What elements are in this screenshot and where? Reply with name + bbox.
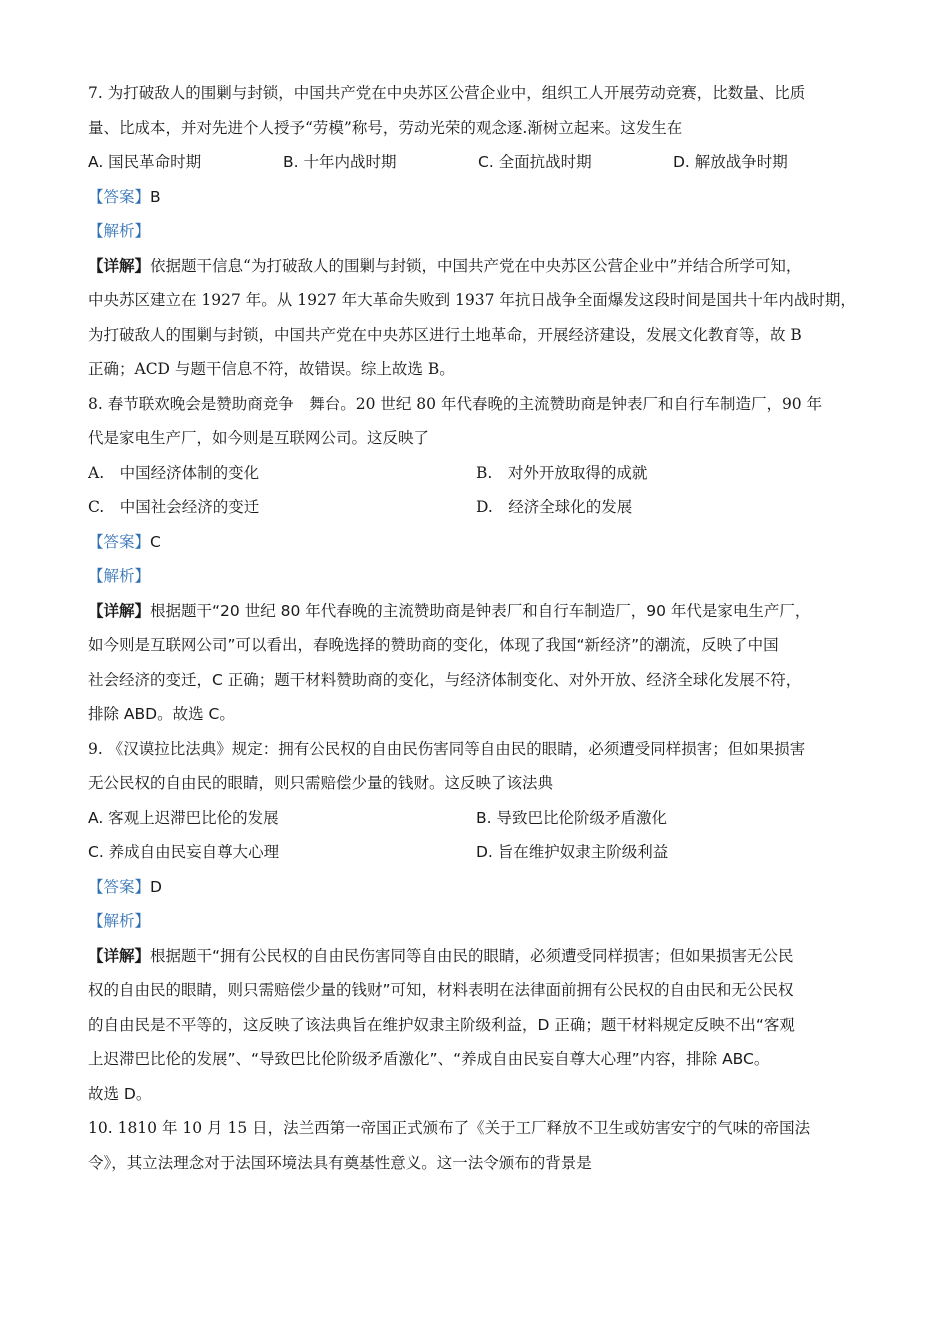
detail-tag: 【详解】	[88, 946, 151, 965]
q7-detail-line-2: 中央苏区建立在 1927 年。从 1927 年大革命失败到 1937 年抗日战争全面爆发这段时间是国共十年内战时期，	[88, 291, 856, 309]
q8-options-row-1	[88, 456, 878, 491]
document-page	[88, 76, 878, 1180]
q8-detail-line-3: 社会经济的变迁，C 正确；题干材料赞助商的变化，与经济体制变化、对外开放、经济全球化发展不符，	[88, 670, 802, 689]
q9-option-d: D. 旨在维护奴隶主阶级利益	[476, 843, 669, 861]
q7-option-b: B. 十年内战时期	[283, 153, 397, 171]
q9-option-a: A. 客观上迟滞巴比伦的发展	[88, 808, 279, 827]
q9-stem-line-2: 无公民权的自由民的眼睛，则只需赔偿少量的钱财。这反映了该法典	[88, 774, 554, 792]
detail-tag: 【详解】	[88, 256, 151, 275]
q8-option-b: B. 对外开放取得的成就	[476, 463, 648, 482]
q7-analysis	[88, 214, 878, 249]
analysis-tag: 【解析】	[88, 912, 151, 930]
q8-detail-line-4: 排除 ABD。故选 C。	[88, 705, 235, 723]
q10-stem-line-1: 10. 1810 年 10 月 15 日，法兰西第一帝国正式颁布了《关于工厂释放不卫生或妨害安宁的气味的帝国法	[88, 1119, 811, 1137]
q8-option-d: D. 经济全球化的发展	[476, 498, 633, 516]
detail-tag: 【详解】	[88, 601, 151, 620]
q9-analysis	[88, 904, 878, 939]
q9-options-row-1	[88, 801, 878, 836]
answer-tag: 【答案】	[88, 877, 151, 896]
q9-detail-line-4: 上迟滞巴比伦的发展”、“导致巴比伦阶级矛盾激化”、“养成自由民妄自尊大心理”内容，排除 ABC。	[88, 1050, 770, 1068]
q8-options-row-2	[88, 490, 878, 525]
q7-option-d: D. 解放战争时期	[673, 153, 788, 171]
q9-detail-line-3: 的自由民是不平等的，这反映了该法典旨在维护奴隶主阶级利益，D 正确；题干材料规定反映不出“客观	[88, 1015, 795, 1034]
q7-option-c: C. 全面抗战时期	[478, 153, 592, 171]
q9-detail-line-2: 权的自由民的眼睛，则只需赔偿少量的钱财”可知，材料表明在法律面前拥有公民权的自由民和无公民权	[88, 981, 794, 999]
q7-detail-line-4: 正确；ACD 与题干信息不符，故错误。综上故选 B。	[88, 360, 455, 378]
analysis-tag: 【解析】	[88, 567, 151, 585]
q9-answer	[88, 870, 878, 905]
q9-detail-line-5: 故选 D。	[88, 1084, 152, 1103]
q10-stem-line-2: 令》，其立法理念对于法国环境法具有奠基性意义。这一法令颁布的背景是	[88, 1153, 592, 1172]
answer-value: B	[150, 187, 161, 206]
q8-option-c: C. 中国社会经济的变迁	[88, 498, 260, 516]
q8-option-a: A. 中国经济体制的变化	[88, 463, 260, 482]
q7-option-a: A. 国民革命时期	[88, 153, 202, 171]
q7-options	[88, 145, 878, 180]
q7-answer	[88, 180, 878, 215]
q8-analysis	[88, 559, 878, 594]
detail-text: 根据题干“20 世纪 80 年代春晚的主流赞助商是钟表厂和自行车制造厂，90 年代是家电生产厂，	[150, 601, 811, 620]
answer-value: C	[150, 532, 161, 551]
answer-tag: 【答案】	[88, 532, 151, 551]
q7-stem-line-1: 7. 为打破敌人的围剿与封锁，中国共产党在中央苏区公营企业中，组织工人开展劳动竞赛，比数量、比质	[88, 84, 806, 102]
q7-detail-line-3: 为打破敌人的围剿与封锁，中国共产党在中央苏区进行土地革命，开展经济建设，发展文化教育等，故 B	[88, 325, 802, 344]
q9-option-c: C. 养成自由民妄自尊大心理	[88, 843, 280, 861]
q8-detail-line-1	[88, 594, 878, 629]
q9-options-row-2	[88, 835, 878, 870]
detail-text: 根据题干“拥有公民权的自由民伤害同等自由民的眼睛，必须遭受同样损害；但如果损害无公民	[150, 946, 794, 965]
answer-value: D	[150, 877, 162, 896]
q8-detail-line-2: 如今则是互联网公司”可以看出，春晚选择的赞助商的变化，体现了我国“新经济”的潮流，反映了中国	[88, 636, 779, 654]
q8-answer	[88, 525, 878, 560]
q9-option-b: B. 导致巴比伦阶级矛盾激化	[476, 808, 667, 827]
answer-tag: 【答案】	[88, 187, 151, 206]
q9-detail-line-1	[88, 939, 878, 974]
q8-stem-line-1: 8. 春节联欢晚会是赞助商竞争 舞台。20 世纪 80 年代春晚的主流赞助商是钟表厂和自行车制造厂，90 年	[88, 394, 823, 413]
q8-stem-line-2: 代是家电生产厂，如今则是互联网公司。这反映了	[88, 429, 430, 447]
detail-text: 依据题干信息“为打破敌人的围剿与封锁，中国共产党在中央苏区公营企业中”并结合所学可知，	[150, 256, 802, 275]
q7-detail-line-1	[88, 249, 878, 284]
analysis-tag: 【解析】	[88, 222, 151, 240]
q9-stem-line-1: 9. 《汉谟拉比法典》规定：拥有公民权的自由民伤害同等自由民的眼睛，必须遭受同样损害；但如果损害	[88, 739, 806, 758]
q7-stem-line-2: 量、比成本，并对先进个人授予“劳模”称号，劳动光荣的观念逐.渐树立起来。这发生在	[88, 118, 683, 137]
